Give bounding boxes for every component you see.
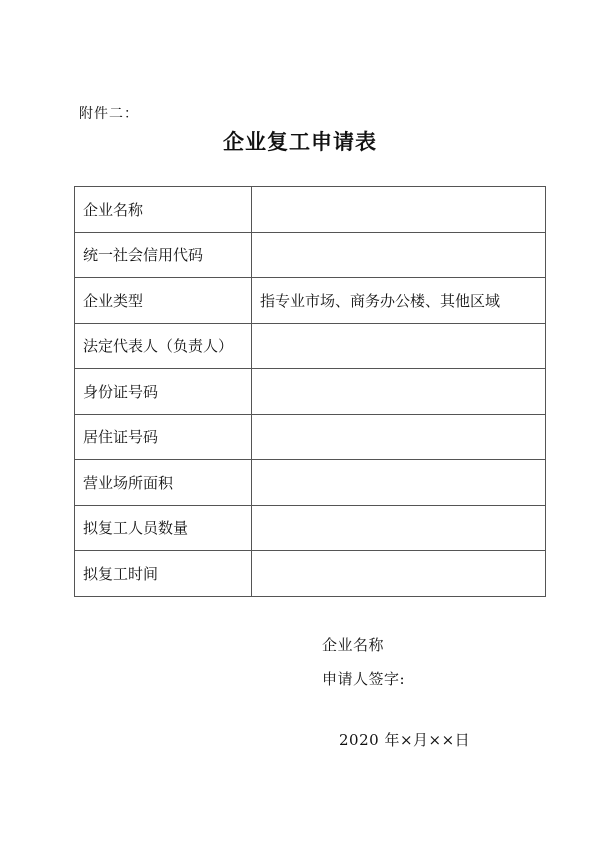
table-row xyxy=(75,278,546,324)
row-value-id-number[interactable] xyxy=(252,369,546,415)
row-label-company-type: 企业类型 xyxy=(75,278,252,324)
table-row xyxy=(75,551,546,597)
table-row xyxy=(75,187,546,233)
table-row xyxy=(75,505,546,551)
row-label-resume-time: 拟复工时间 xyxy=(75,551,252,597)
row-value-company-name[interactable] xyxy=(252,187,546,233)
row-label-business-area: 营业场所面积 xyxy=(75,460,252,506)
table-row xyxy=(75,369,546,415)
row-value-worker-count[interactable] xyxy=(252,505,546,551)
row-label-company-name: 企业名称 xyxy=(75,187,252,233)
footer-applicant-signature-label: 申请人签字: xyxy=(322,670,406,688)
row-value-resume-time[interactable] xyxy=(252,551,546,597)
row-label-worker-count: 拟复工人员数量 xyxy=(75,505,252,551)
document-title: 企业复工申请表 xyxy=(223,130,377,154)
footer-company-label: 企业名称 xyxy=(322,636,385,654)
footer-date: 2020 年×月××日 xyxy=(339,731,471,749)
attachment-label: 附件二： xyxy=(79,106,139,122)
application-form-table xyxy=(74,186,546,597)
table-row xyxy=(75,323,546,369)
row-label-id-number: 身份证号码 xyxy=(75,369,252,415)
row-value-business-area[interactable] xyxy=(252,460,546,506)
table-row xyxy=(75,232,546,278)
row-value-company-type[interactable]: 指专业市场、商务办公楼、其他区域 xyxy=(252,278,546,324)
table-row xyxy=(75,414,546,460)
table-row xyxy=(75,460,546,506)
row-value-legal-representative[interactable] xyxy=(252,323,546,369)
row-value-credit-code[interactable] xyxy=(252,232,546,278)
row-value-residence-permit[interactable] xyxy=(252,414,546,460)
row-label-legal-representative: 法定代表人（负责人） xyxy=(75,323,252,369)
row-label-credit-code: 统一社会信用代码 xyxy=(75,232,252,278)
row-label-residence-permit: 居住证号码 xyxy=(75,414,252,460)
